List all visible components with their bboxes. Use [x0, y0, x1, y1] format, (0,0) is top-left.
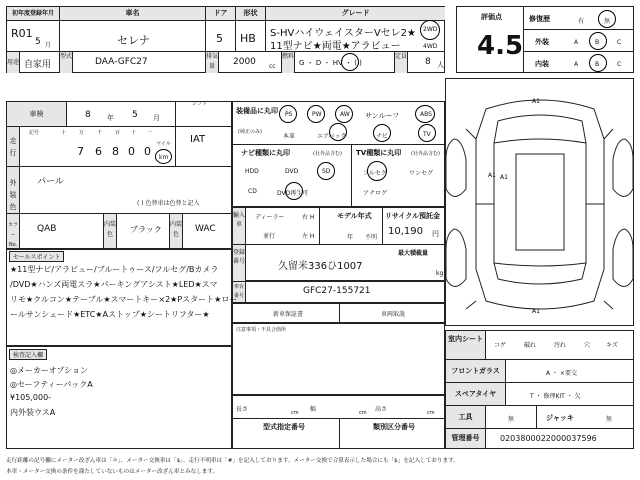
- condition-table: [445, 330, 634, 449]
- reg-month: 5: [35, 37, 41, 47]
- usage: 自家用: [24, 60, 52, 70]
- chassis-label: 車台番号: [233, 282, 246, 302]
- import-right: 右 H: [302, 214, 315, 221]
- int-b: B: [595, 61, 600, 68]
- capacity: 8: [425, 57, 431, 67]
- equip-navi: ナビ: [376, 133, 389, 140]
- import-left: 左 H: [302, 233, 315, 240]
- inspection-year-unit: 年: [107, 114, 114, 122]
- grade-header: グレード: [266, 7, 445, 20]
- mileage-digit-4: 0: [144, 145, 151, 158]
- shift: IAT: [190, 134, 206, 145]
- model-year-unknown: 不明: [365, 234, 378, 241]
- trim: WAC: [195, 224, 216, 234]
- import-parallel: 並行: [263, 233, 276, 240]
- navi-dvdplay-circle: [285, 182, 303, 200]
- exterior-color: パール: [37, 177, 64, 187]
- front-glass-opts: A ・ ×要交: [546, 370, 577, 377]
- capacity-label: 定員: [395, 52, 408, 73]
- type-label: 型式指定番号: [263, 423, 305, 431]
- car-diagram-block: [445, 78, 634, 326]
- equip-leather: 本革: [283, 133, 296, 140]
- max-load-unit: kg: [436, 270, 444, 277]
- capacity-unit: 人: [437, 61, 444, 69]
- seat-burn: コゲ: [494, 342, 507, 349]
- registration-number: 久留米336ひ1007: [278, 261, 363, 272]
- sales-line-4: ールサンシェード★ETC★Aストップ★シートリフター★: [10, 310, 210, 319]
- grade-line2: 11型ナビ★両電★アラビュー: [270, 41, 401, 52]
- seat-tear: 破れ: [524, 342, 537, 349]
- length-label: 長さ: [236, 406, 249, 413]
- width-cm: cm: [359, 410, 367, 416]
- exterior-label: 外装色: [7, 167, 20, 213]
- interior-seat-label: 室内シート: [446, 331, 486, 359]
- int-circle: [589, 54, 607, 72]
- repair-no: 無: [604, 18, 611, 25]
- import-label: 輸入車: [233, 208, 246, 244]
- reg-year: R01: [11, 27, 33, 40]
- jack-label: ジャッキ: [546, 414, 574, 422]
- chassis-number: GFC27-155721: [303, 286, 371, 296]
- seat-hole: 穴: [584, 342, 591, 349]
- inspector-line-4: 内外装ウスA: [10, 408, 56, 417]
- score-label: 評価点: [481, 13, 502, 21]
- inspection-label: 車検: [7, 102, 67, 126]
- repair-yes: 有: [578, 18, 585, 25]
- equip-ps-circle: [279, 105, 297, 123]
- score: 4.5: [477, 31, 524, 61]
- navi-hdd: HDD: [245, 168, 259, 175]
- equip-ps: PS: [285, 111, 293, 118]
- int-label: 内装: [535, 60, 549, 68]
- inspection-month-unit: 月: [153, 114, 160, 122]
- grade-line1: S-HVハイウェイスターVセレ2★: [270, 28, 416, 39]
- mileage-label: 走行: [7, 127, 20, 167]
- footer-line-1: 走行距離の記号欄にメーター改ざん車は「＊」、メーター交換車は「$」、走行不明車は「#」を記入しております。メーター交換で合算表示した場合にも「$」を記入しております。: [6, 458, 459, 464]
- trim-label: 内装色: [170, 214, 183, 248]
- mileage-digit-label-0: 記号: [29, 130, 40, 136]
- int-a: A: [574, 61, 579, 68]
- max-load-label: 最大積載量: [398, 250, 429, 257]
- ext-b: B: [595, 39, 600, 46]
- mileage-unit-mile: マイル: [156, 141, 171, 147]
- inspector-line-1: ◎メーカーオプション: [10, 366, 88, 375]
- car-diagram: [446, 79, 633, 325]
- displacement-label: 排気量: [206, 52, 219, 73]
- mileage-unit-km: km: [159, 154, 169, 161]
- mileage-digit-2: 8: [112, 145, 119, 158]
- shape: HB: [240, 32, 256, 45]
- ext-circle: [589, 32, 607, 50]
- tools-opt: 無: [508, 416, 515, 423]
- fuel-label: 燃料: [282, 52, 295, 73]
- recycle-unit: 円: [432, 230, 439, 238]
- notes-block: [232, 323, 445, 395]
- inspector-block: [6, 346, 232, 449]
- color-code: QAB: [37, 224, 57, 234]
- header-table: [6, 6, 445, 73]
- navi-label: ナビ種類に丸印: [241, 149, 290, 157]
- tv-oneseg: ワンセグ: [409, 170, 434, 177]
- mileage-digit-3: 0: [128, 145, 135, 158]
- import-dealer: ディーラー: [255, 214, 285, 221]
- equipment-sub: (純正のみ): [238, 129, 262, 135]
- model: DAA-GFC27: [95, 57, 148, 67]
- equip-aw: AW: [340, 111, 350, 118]
- fuel-options: G ・ D ・ HV ・ ( ): [299, 59, 362, 67]
- fuel-hv-circle: [341, 53, 359, 71]
- equip-abs-circle: [415, 105, 435, 123]
- inspection-month: 5: [132, 110, 138, 120]
- navi-sd-circle: [317, 162, 335, 180]
- sales-line-2: /DVD★ハンズ両電スラ★パーキングアシスト★LED★スマ: [10, 280, 218, 289]
- mileage-digit-label-6: 一: [147, 130, 153, 136]
- warranty-block: [232, 303, 445, 323]
- sales-line-3: リモ★クルコン★テーブル★スマートキー×2★Pスタート★ロー: [10, 295, 238, 304]
- doors-header: ドア: [206, 7, 236, 20]
- equip-pw: PW: [312, 111, 322, 118]
- footer-line-2: 本車・メーター交換の条件を満たしていないものはメーター改ざん車とみなします。: [6, 469, 219, 475]
- repair-circle: [598, 10, 616, 28]
- dimensions-block: [232, 395, 445, 449]
- evaluation-block: [456, 6, 634, 73]
- mileage-digit-label-4: 百: [115, 130, 121, 136]
- car-name-header: 車名: [60, 7, 206, 20]
- shift-label: シフト: [192, 101, 208, 107]
- equip-tv-circle: [418, 124, 436, 142]
- equip-abs: ABS: [420, 111, 432, 118]
- model-label: 型式: [60, 52, 73, 73]
- mileage-digit-label-2: 万: [79, 130, 85, 136]
- manual: 車両取説: [381, 311, 406, 318]
- interior-color: ブラック: [130, 225, 162, 234]
- usage-label: 用途: [7, 52, 20, 73]
- new-warranty: 新車保証書: [273, 311, 304, 318]
- month-unit: 月: [45, 42, 52, 49]
- tv-sub: (社外品含む): [411, 151, 440, 157]
- spare-label: スペアタイヤ: [446, 383, 506, 405]
- reg-year-header: 初年度登録年月: [7, 7, 60, 20]
- tv-fullseg-circle: [367, 161, 387, 181]
- recycle-label: リサイクル預託金: [385, 212, 441, 220]
- mgmt-number: 0203800022000037596: [500, 434, 597, 443]
- width-label: 幅: [310, 406, 317, 413]
- mileage-digit-0: 7: [77, 145, 84, 158]
- equipment-label: 装備品に丸印: [236, 107, 278, 115]
- navi-dvd: DVD: [285, 168, 299, 175]
- diagram-label-2: A1: [500, 174, 508, 181]
- inspector-label: 検査記入欄: [9, 349, 47, 360]
- equip-tv: TV: [423, 131, 431, 138]
- left-block: [6, 101, 232, 249]
- ext-label: 外装: [535, 38, 549, 46]
- equip-airbag: エアバック: [317, 133, 347, 140]
- seat-dirt: 汚れ: [554, 342, 567, 349]
- navi-sub: (社外品含む): [313, 151, 342, 157]
- equip-pw-circle: [307, 105, 325, 123]
- notes-label: 注意事項・不具合箇所: [236, 327, 287, 333]
- color-code-label: カラー No.: [7, 214, 20, 248]
- mgmt-label: 管理番号: [446, 429, 486, 448]
- registration-label: 登録番号: [233, 245, 246, 281]
- sales-point-block: [6, 249, 238, 346]
- cc-unit: cc: [269, 63, 276, 70]
- inspector-line-3: ¥105,000-: [10, 393, 52, 402]
- inspection-year: 8: [85, 110, 91, 120]
- height-label: 高さ: [375, 406, 388, 413]
- displacement: 2000: [233, 57, 256, 67]
- ext-c: C: [617, 39, 622, 46]
- equip-airbag-circle: [329, 123, 347, 141]
- front-glass-label: フロントガラス: [446, 360, 506, 382]
- import-block: [232, 207, 445, 281]
- navi-dvd-play: DVD再生可: [277, 190, 309, 197]
- car-name: セレナ: [117, 34, 150, 47]
- diagram-label-4: A1: [532, 308, 540, 315]
- tv-analog: アナログ: [363, 190, 388, 197]
- int-c: C: [617, 61, 622, 68]
- repair-label: 修復歴: [529, 15, 550, 23]
- interior-color-label: 内装色: [104, 214, 117, 248]
- equip-navi-circle: [373, 124, 391, 142]
- exterior-note: ( ) 色替車は色替と記入: [137, 200, 200, 207]
- length-cm: cm: [291, 410, 299, 416]
- shape-header: 形状: [236, 7, 266, 20]
- drive-2wd: 2WD: [423, 26, 438, 33]
- model-year-unit: 年: [347, 234, 354, 241]
- mileage-digit-1: 6: [95, 145, 102, 158]
- spare-opts: T ・ 修理KIT ・ 欠: [530, 393, 581, 400]
- height-cm: cm: [427, 410, 435, 416]
- tools-label: 工具: [446, 406, 486, 428]
- doors: 5: [216, 32, 223, 45]
- mileage-digit-label-1: 十: [61, 130, 67, 136]
- inspector-line-2: ◎セーフティーパックA: [10, 380, 93, 389]
- ext-a: A: [574, 39, 579, 46]
- seat-scratch: キズ: [606, 342, 618, 349]
- tv-label: TV種類に丸印: [356, 149, 402, 157]
- recycle-amount: 10,190: [388, 226, 423, 237]
- km-circle: [155, 149, 172, 164]
- mileage-digit-label-5: 十: [131, 130, 137, 136]
- class-label: 類別区分番号: [373, 423, 415, 431]
- tv-fullseg: フルセグ: [363, 170, 387, 177]
- equipment-block: [232, 101, 445, 207]
- drive-4wd: 4WD: [423, 43, 438, 50]
- diagram-label-3: A1: [488, 172, 496, 179]
- sales-line-1: ★11型ナビ/アラビュー/ブルートゥース/フルセグ/Bカメラ: [10, 265, 219, 274]
- equip-sunroof: サンルーフ: [365, 112, 400, 120]
- model-year-label: モデル年式: [337, 212, 372, 220]
- jack-opt: 無: [606, 416, 613, 423]
- diagram-label-1: A1: [532, 98, 540, 105]
- navi-cd: CD: [248, 188, 257, 195]
- navi-sd: SD: [322, 168, 331, 175]
- equip-aw-circle: [335, 105, 353, 123]
- chassis-block: [232, 281, 445, 303]
- mileage-digit-label-3: 千: [97, 130, 103, 136]
- sales-point-label: セールスポイント: [9, 251, 64, 262]
